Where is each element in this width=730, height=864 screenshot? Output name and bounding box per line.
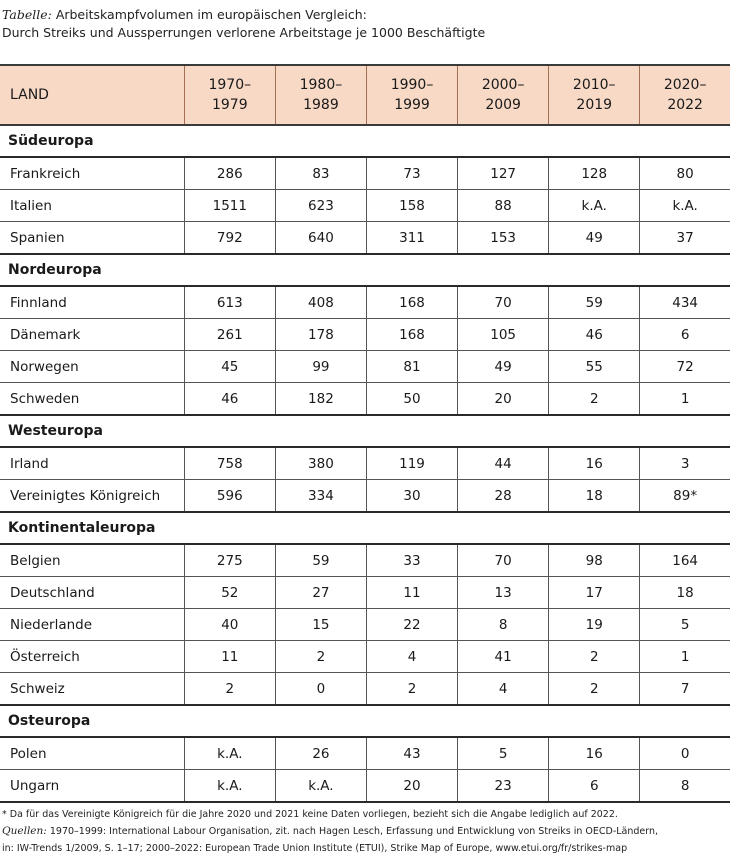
group-name: Osteuropa xyxy=(0,705,730,737)
value-cell: 613 xyxy=(184,286,275,319)
decade-header: 2000– 2009 xyxy=(458,65,549,125)
country-cell: Finnland xyxy=(0,286,184,319)
land-header: LAND xyxy=(0,65,184,125)
table-row xyxy=(0,544,730,577)
country-cell: Spanien xyxy=(0,222,184,255)
sources-text-1: 1970–1999: International Labour Organisation, zit. nach Hagen Lesch, Erfassung und Entwicklung von Streiks in OECD-Ländern, xyxy=(49,826,659,837)
decade-header: 2020– 2022 xyxy=(640,65,730,125)
value-cell: 434 xyxy=(640,286,730,319)
caption-subtitle: Durch Streiks und Aussperrungen verlorene Arbeitstage je 1000 Beschäftigte xyxy=(2,25,486,40)
value-cell: 0 xyxy=(275,673,366,706)
value-cell: 127 xyxy=(458,157,549,190)
value-cell: 1 xyxy=(640,641,730,673)
value-cell: 98 xyxy=(549,544,640,577)
value-cell: 6 xyxy=(640,319,730,351)
value-cell: 26 xyxy=(275,737,366,770)
value-cell: 45 xyxy=(184,351,275,383)
value-cell: 52 xyxy=(184,577,275,609)
table-row xyxy=(0,641,730,673)
value-cell: 28 xyxy=(458,480,549,513)
value-cell: 380 xyxy=(275,447,366,480)
value-cell: 89* xyxy=(640,480,730,513)
country-cell: Norwegen xyxy=(0,351,184,383)
table-row xyxy=(0,577,730,609)
value-cell: 11 xyxy=(184,641,275,673)
value-cell: k.A. xyxy=(549,190,640,222)
value-cell: 2 xyxy=(549,383,640,416)
group-header-row xyxy=(0,705,730,737)
group-name: Nordeuropa xyxy=(0,254,730,286)
footnote: * Da für das Vereinigte Königreich für die Jahre 2020 und 2021 keine Daten vorliegen, bezieht sich die Angabe lediglich auf 2022. xyxy=(2,809,618,820)
country-cell: Niederlande xyxy=(0,609,184,641)
table-row xyxy=(0,770,730,803)
value-cell: 128 xyxy=(549,157,640,190)
value-cell: 640 xyxy=(275,222,366,255)
table-notes xyxy=(2,806,688,857)
value-cell: k.A. xyxy=(640,190,730,222)
value-cell: 2 xyxy=(184,673,275,706)
value-cell: 168 xyxy=(366,319,457,351)
value-cell: k.A. xyxy=(184,737,275,770)
group-header-row xyxy=(0,512,730,544)
value-cell: 88 xyxy=(458,190,549,222)
country-cell: Polen xyxy=(0,737,184,770)
value-cell: 44 xyxy=(458,447,549,480)
value-cell: 7 xyxy=(640,673,730,706)
table-row xyxy=(0,447,730,480)
country-cell: Frankreich xyxy=(0,157,184,190)
value-cell: 37 xyxy=(640,222,730,255)
value-cell: 33 xyxy=(366,544,457,577)
decade-header: 1970– 1979 xyxy=(184,65,275,125)
group-name: Südeuropa xyxy=(0,125,730,157)
table-row xyxy=(0,190,730,222)
value-cell: 6 xyxy=(549,770,640,803)
value-cell: 49 xyxy=(549,222,640,255)
value-cell: 16 xyxy=(549,737,640,770)
value-cell: 178 xyxy=(275,319,366,351)
value-cell: 261 xyxy=(184,319,275,351)
value-cell: 18 xyxy=(640,577,730,609)
table-row xyxy=(0,480,730,513)
value-cell: 2 xyxy=(366,673,457,706)
group-header-row xyxy=(0,125,730,157)
table-container xyxy=(0,64,707,802)
value-cell: 2 xyxy=(275,641,366,673)
value-cell: 5 xyxy=(458,737,549,770)
value-cell: 408 xyxy=(275,286,366,319)
value-cell: 8 xyxy=(458,609,549,641)
value-cell: 286 xyxy=(184,157,275,190)
country-cell: Italien xyxy=(0,190,184,222)
table-row xyxy=(0,222,730,255)
value-cell: 20 xyxy=(366,770,457,803)
country-cell: Belgien xyxy=(0,544,184,577)
value-cell: 23 xyxy=(458,770,549,803)
value-cell: 40 xyxy=(184,609,275,641)
value-cell: 2 xyxy=(549,641,640,673)
value-cell: k.A. xyxy=(184,770,275,803)
value-cell: 164 xyxy=(640,544,730,577)
value-cell: 99 xyxy=(275,351,366,383)
caption-title-line xyxy=(2,6,688,24)
value-cell: 182 xyxy=(275,383,366,416)
value-cell: 80 xyxy=(640,157,730,190)
value-cell: 81 xyxy=(366,351,457,383)
value-cell: 43 xyxy=(366,737,457,770)
caption-label: Tabelle: xyxy=(2,7,52,22)
decade-header: 1990– 1999 xyxy=(366,65,457,125)
caption-title: Arbeitskampfvolumen im europäischen Vergleich: xyxy=(55,7,367,22)
value-cell: 105 xyxy=(458,319,549,351)
table-row xyxy=(0,157,730,190)
value-cell: 22 xyxy=(366,609,457,641)
value-cell: 1 xyxy=(640,383,730,416)
group-name: Westeuropa xyxy=(0,415,730,447)
value-cell: 15 xyxy=(275,609,366,641)
value-cell: 119 xyxy=(366,447,457,480)
value-cell: 168 xyxy=(366,286,457,319)
strike-volume-table xyxy=(0,64,730,803)
value-cell: 20 xyxy=(458,383,549,416)
value-cell: 73 xyxy=(366,157,457,190)
value-cell: k.A. xyxy=(275,770,366,803)
value-cell: 758 xyxy=(184,447,275,480)
value-cell: 11 xyxy=(366,577,457,609)
table-row xyxy=(0,673,730,706)
country-cell: Schweiz xyxy=(0,673,184,706)
value-cell: 18 xyxy=(549,480,640,513)
value-cell: 4 xyxy=(366,641,457,673)
value-cell: 46 xyxy=(184,383,275,416)
value-cell: 55 xyxy=(549,351,640,383)
value-cell: 49 xyxy=(458,351,549,383)
value-cell: 792 xyxy=(184,222,275,255)
value-cell: 70 xyxy=(458,286,549,319)
value-cell: 1511 xyxy=(184,190,275,222)
table-row xyxy=(0,383,730,416)
table-row xyxy=(0,286,730,319)
value-cell: 4 xyxy=(458,673,549,706)
group-name: Kontinentaleuropa xyxy=(0,512,730,544)
header-row xyxy=(0,65,730,125)
group-header-row xyxy=(0,254,730,286)
table-row xyxy=(0,609,730,641)
value-cell: 0 xyxy=(640,737,730,770)
table-row xyxy=(0,319,730,351)
value-cell: 70 xyxy=(458,544,549,577)
country-cell: Irland xyxy=(0,447,184,480)
country-cell: Ungarn xyxy=(0,770,184,803)
table-row xyxy=(0,351,730,383)
value-cell: 153 xyxy=(458,222,549,255)
value-cell: 30 xyxy=(366,480,457,513)
value-cell: 59 xyxy=(549,286,640,319)
table-caption xyxy=(2,6,688,42)
country-cell: Österreich xyxy=(0,641,184,673)
value-cell: 3 xyxy=(640,447,730,480)
value-cell: 596 xyxy=(184,480,275,513)
decade-header: 1980– 1989 xyxy=(275,65,366,125)
value-cell: 27 xyxy=(275,577,366,609)
decade-header: 2010– 2019 xyxy=(549,65,640,125)
value-cell: 46 xyxy=(549,319,640,351)
value-cell: 334 xyxy=(275,480,366,513)
table-row xyxy=(0,737,730,770)
value-cell: 158 xyxy=(366,190,457,222)
value-cell: 311 xyxy=(366,222,457,255)
value-cell: 59 xyxy=(275,544,366,577)
country-cell: Dänemark xyxy=(0,319,184,351)
value-cell: 275 xyxy=(184,544,275,577)
value-cell: 83 xyxy=(275,157,366,190)
value-cell: 17 xyxy=(549,577,640,609)
value-cell: 13 xyxy=(458,577,549,609)
sources-line-2: in: IW-Trends 1/2009, S. 1–17; 2000–2022: European Trade Union Institute (ETUI), Strike Map of Europe, www.etui.org/fr/strikes-map xyxy=(2,843,628,854)
country-cell: Schweden xyxy=(0,383,184,416)
country-cell: Vereinigtes Königreich xyxy=(0,480,184,513)
country-cell: Deutschland xyxy=(0,577,184,609)
group-header-row xyxy=(0,415,730,447)
value-cell: 19 xyxy=(549,609,640,641)
value-cell: 50 xyxy=(366,383,457,416)
sources-label: Quellen: xyxy=(2,825,47,837)
value-cell: 2 xyxy=(549,673,640,706)
value-cell: 5 xyxy=(640,609,730,641)
sources-line-1 xyxy=(2,823,688,840)
value-cell: 72 xyxy=(640,351,730,383)
value-cell: 623 xyxy=(275,190,366,222)
value-cell: 16 xyxy=(549,447,640,480)
value-cell: 8 xyxy=(640,770,730,803)
value-cell: 41 xyxy=(458,641,549,673)
